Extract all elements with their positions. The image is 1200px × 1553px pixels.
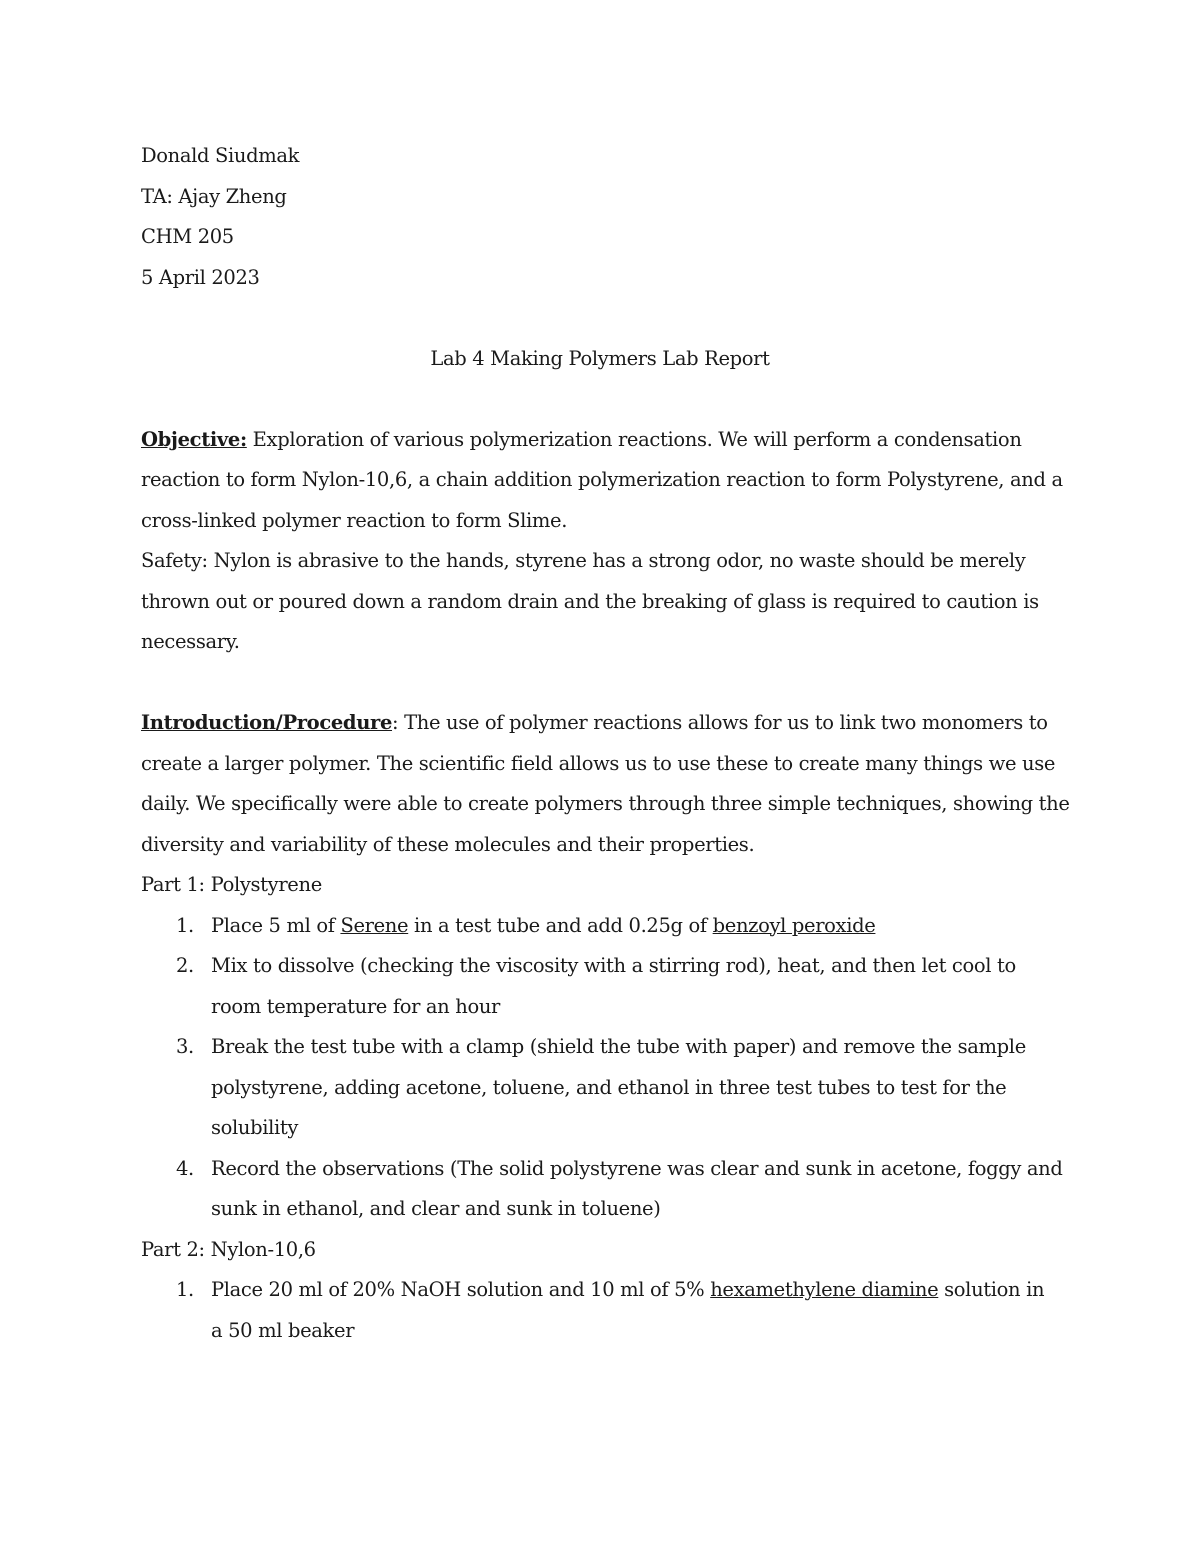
objective-paragraph [141,420,1071,542]
introduction-paragraph [141,703,1071,865]
list-number: 1. [176,913,194,937]
step-text: Place 5 ml of [211,913,341,937]
step-text: Mix to dissolve (checking the viscosity with a stirring rod), heat, and then let cool to [211,954,1016,977]
report-date: 5 April 2023 [141,265,260,289]
list-number: 4. [176,1156,194,1180]
step-text: polystyrene, adding acetone, toluene, and ethanol in three test tubes to test for the [211,1075,1007,1099]
introduction-text-line: daily. We specifically were able to create polymers through three simple techniques, showing the [141,792,1070,815]
introduction-label: Introduction/Procedure [141,711,393,734]
step-text: solution in [938,1278,1045,1301]
spacer [141,379,1071,420]
ta-name: TA: Ajay Zheng [141,184,287,208]
list-item [141,1270,1071,1351]
part2-heading: Part 2: Nylon-10,6 [141,1237,316,1261]
list-number: 3. [176,1035,194,1058]
step-text: room temperature for an hour [211,994,501,1018]
part1-heading: Part 1: Polystyrene [141,873,322,896]
step-text: solubility [211,1116,299,1139]
list-item [141,946,1071,1027]
introduction-text-line: : The use of polymer reactions allows for us to link two monomers to [392,711,1048,734]
safety-paragraph [141,541,1071,663]
safety-text-line: necessary. [141,630,240,653]
list-item [141,1149,1071,1230]
objective-text-line: reaction to form Nylon-10,6, a chain addition polymerization reaction to form Polystyrene, and a [141,468,1063,491]
objective-text-line: Exploration of various polymerization reactions. We will perform a condensation [246,427,1022,451]
document-body [141,136,1071,1351]
objective-label: Objective: [141,427,247,451]
safety-text-line: thrown out or poured down a random drain and the breaking of glass is required to caution is [141,589,1039,613]
spacer [141,298,1071,339]
introduction-text-line: create a larger polymer. The scientific field allows us to use these to create many things we use [141,751,1056,775]
list-number: 1. [176,1278,194,1301]
step-text: Place 20 ml of 20% NaOH solution and 10 ml of 5% [211,1278,711,1301]
step-text: a 50 ml beaker [211,1318,355,1342]
chemical-term: Serene [340,913,409,937]
chemical-term: hexamethylene diamine [710,1278,939,1301]
step-text: in a test tube and add 0.25g of [408,913,713,937]
report-title: Lab 4 Making Polymers Lab Report [430,346,770,370]
step-text: Record the observations (The solid polystyrene was clear and sunk in acetone, foggy and [211,1156,1063,1180]
list-item [141,906,1071,947]
course-code: CHM 205 [141,225,234,248]
part1-steps [141,906,1071,1230]
step-text: sunk in ethanol, and clear and sunk in toluene) [211,1197,661,1220]
list-number: 2. [176,954,194,977]
chemical-term: benzoyl peroxide [712,913,876,937]
introduction-text-line: diversity and variability of these molecules and their properties. [141,832,755,856]
safety-text-line: Safety: Nylon is abrasive to the hands, styrene has a strong odor, no waste should be merely [141,549,1026,572]
spacer [141,663,1071,704]
objective-text-line: cross-linked polymer reaction to form Slime. [141,508,568,532]
author-name: Donald Siudmak [141,144,300,167]
part2-steps [141,1270,1071,1351]
list-item [141,1027,1071,1149]
step-text: Break the test tube with a clamp (shield the tube with paper) and remove the sample [211,1035,1026,1058]
